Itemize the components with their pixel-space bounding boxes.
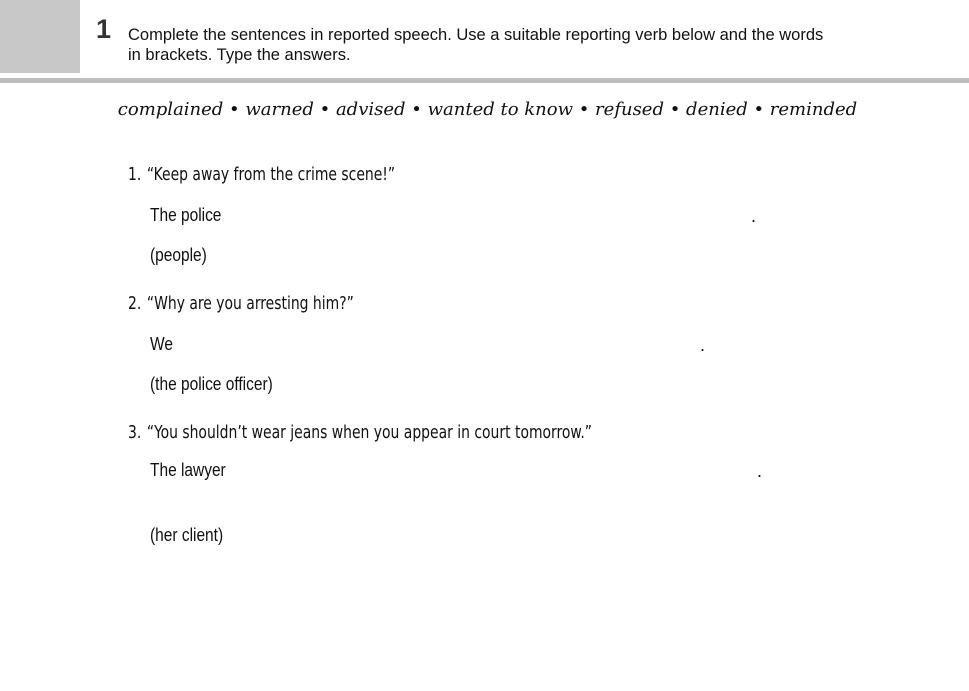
answer-period: . (757, 461, 763, 481)
exercise-header (0, 0, 969, 86)
answer-input[interactable] (236, 205, 746, 227)
question-quote: “Keep away from the crime scene!” (146, 164, 396, 185)
answer-input[interactable] (184, 334, 694, 356)
question-quote: “Why are you arresting him?” (146, 293, 354, 314)
answer-input[interactable] (240, 460, 752, 482)
exercise-number-box (0, 0, 80, 73)
question-number: 3. (128, 422, 142, 443)
hint-text: (the police officer) (150, 374, 273, 394)
answer-subject: The lawyer (150, 460, 226, 480)
exercise-number: 1 (96, 14, 112, 44)
answer-period: . (700, 335, 706, 355)
instructions-line-2: in brackets. Type the answers. (128, 46, 351, 64)
question-number: 2. (128, 293, 142, 314)
word-bank: complained • warned • advised • wanted to know • refused • denied • reminded (117, 99, 858, 120)
answer-subject: We (150, 334, 173, 354)
header-divider (0, 78, 969, 83)
answer-subject: The police (150, 205, 222, 225)
instructions (128, 25, 918, 65)
question-prompt (128, 293, 354, 314)
hint-text: (people) (150, 245, 207, 265)
instructions-line-1: Complete the sentences in reported speech. Use a suitable reporting verb below and the words (128, 26, 824, 44)
question-prompt (128, 422, 592, 443)
hint-text: (her client) (150, 525, 224, 545)
question-number: 1. (128, 164, 142, 185)
question-prompt (128, 164, 395, 185)
answer-period: . (751, 206, 757, 226)
question-quote: “You shouldn’t wear jeans when you appear in court tomorrow.” (146, 422, 593, 443)
